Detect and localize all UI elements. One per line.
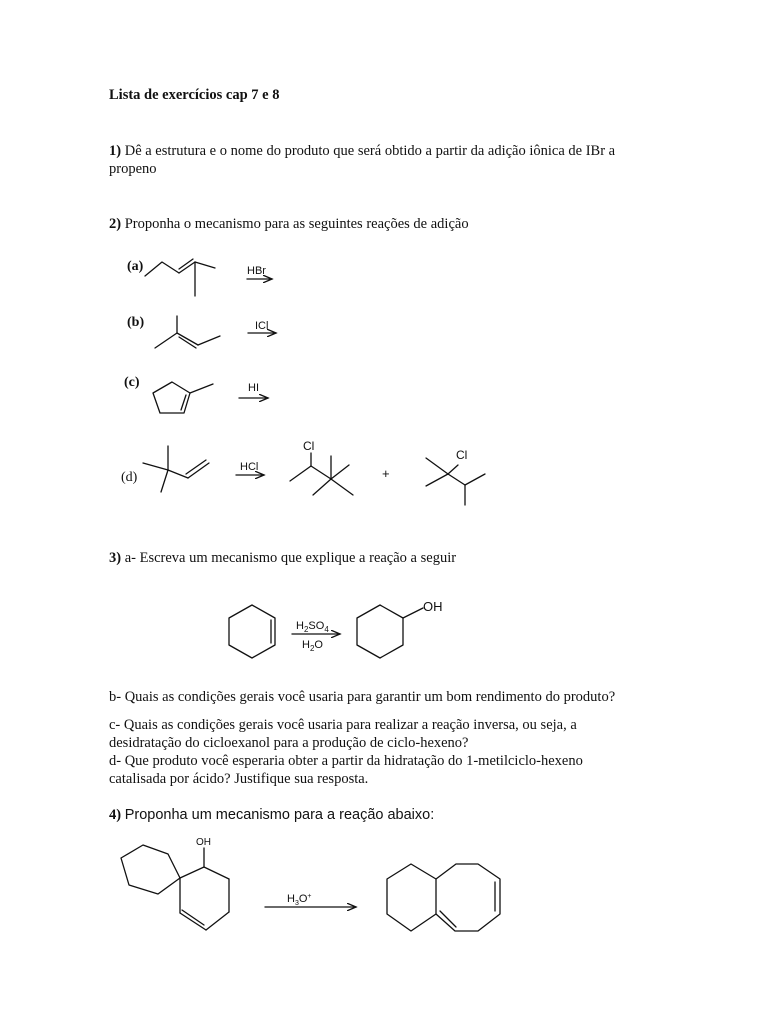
reaction-3 bbox=[229, 599, 443, 658]
spiro-reactant-structure bbox=[121, 845, 229, 930]
question-3a-text: a- Escreva um mecanismo que explique a reação a seguir bbox=[124, 550, 457, 566]
reactant-2b-structure bbox=[155, 316, 220, 348]
reaction-2c bbox=[124, 375, 268, 413]
reaction-2b-label: (b) bbox=[127, 315, 145, 330]
question-2-number: 2) bbox=[109, 216, 122, 232]
reactant-2c-structure bbox=[153, 382, 213, 413]
question-4-text: Proponha um mecanismo para a reação abaixo: bbox=[124, 807, 435, 823]
question-3c-line1: c- Quais as condições gerais você usaria para realizar a reação inversa, ou seja, a bbox=[109, 717, 577, 733]
page-title: Lista de exercícios cap 7 e 8 bbox=[109, 87, 280, 103]
question-1-text-cont: propeno bbox=[109, 161, 157, 177]
question-1-number: 1) bbox=[109, 143, 122, 159]
reaction-2a-label: (a) bbox=[127, 259, 144, 274]
reagent-3-top: $H_2SO_4$ bbox=[296, 620, 329, 634]
question-3d-line1: d- Que produto você esperaria obter a partir da hidratação do 1-metilciclo-hexeno bbox=[109, 753, 583, 769]
bicyclic-product-structure bbox=[387, 864, 500, 931]
reagent-4: $H_3O^+$ bbox=[287, 893, 312, 907]
product-2d-2-cl: Cl bbox=[456, 448, 468, 462]
question-2-text: Proponha o mecanismo para as seguintes reações de adição bbox=[124, 216, 469, 232]
question-1-text: Dê a estrutura e o nome do produto que será obtido a partir da adição iônica de IBr a bbox=[124, 143, 616, 159]
question-3d-line2: catalisada por ácido? Justifique sua resposta. bbox=[109, 771, 369, 787]
reaction-2b bbox=[127, 315, 276, 348]
product-3-oh: OH bbox=[423, 599, 443, 614]
reactant-2a-structure bbox=[145, 259, 215, 296]
reaction-4 bbox=[121, 837, 500, 931]
reaction-2c-label: (c) bbox=[124, 375, 140, 390]
question-3c-line2: desidratação do cicloexanol para a produção de ciclo-hexeno? bbox=[109, 735, 469, 751]
reagent-2c: HI bbox=[248, 382, 259, 394]
question-4-number: 4) bbox=[109, 807, 122, 823]
question-3-number: 3) bbox=[109, 550, 122, 566]
question-3b: b- Quais as condições gerais você usaria para garantir um bom rendimento do produto? bbox=[109, 689, 616, 705]
reagent-2a: HBr bbox=[247, 265, 266, 277]
reagent-2b: ICl bbox=[255, 320, 269, 332]
reaction-2d bbox=[121, 439, 485, 505]
product-2d-2-structure bbox=[426, 458, 485, 505]
product-2d-1-cl: Cl bbox=[303, 439, 315, 453]
reagent-2d: HCl bbox=[240, 461, 259, 473]
reaction-2d-label: (d) bbox=[121, 470, 138, 485]
cyclohexene-structure bbox=[229, 605, 275, 658]
reaction-2a bbox=[127, 259, 272, 296]
plus-sign: + bbox=[382, 466, 390, 481]
reactant-4-oh: OH bbox=[196, 837, 211, 848]
reactant-2d-structure bbox=[143, 446, 209, 492]
product-2d-1-structure bbox=[290, 453, 353, 495]
reagent-3-bottom: $H_2O$ bbox=[302, 639, 323, 653]
cyclohexanol-structure bbox=[357, 605, 423, 658]
